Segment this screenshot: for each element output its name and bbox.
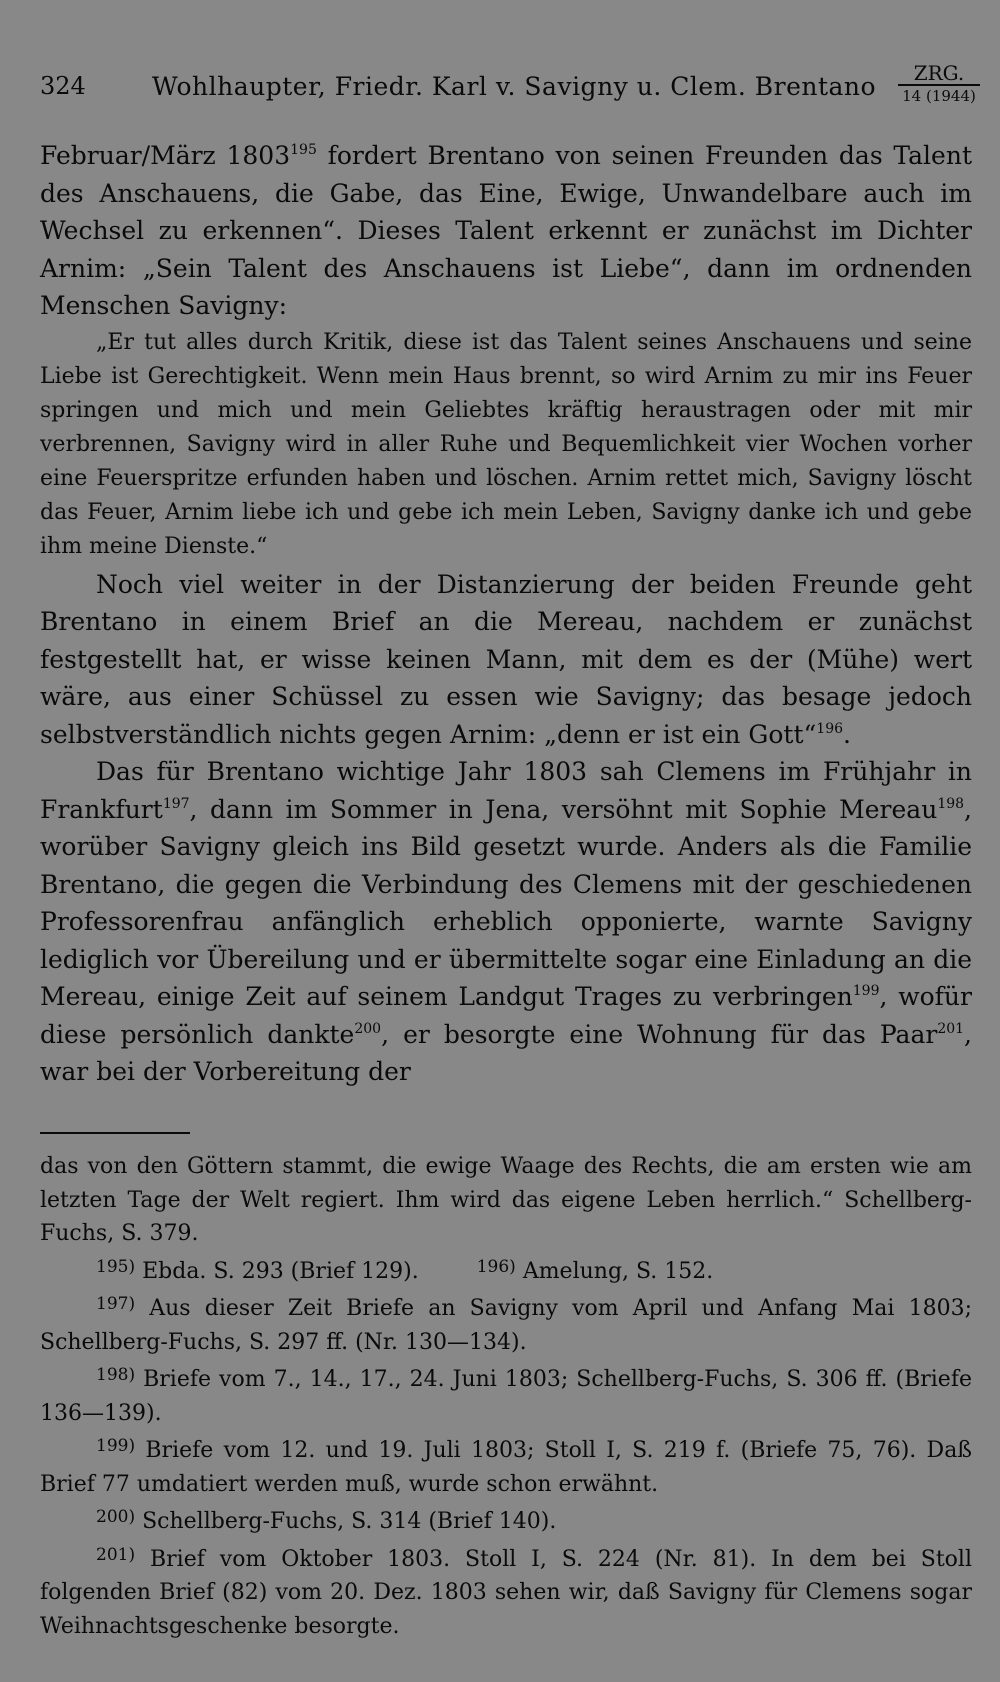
footnote-200 (40, 1501, 972, 1539)
text-run: , wofür diese persönlich dankte (40, 982, 972, 1049)
footnote-number: 199) (96, 1436, 136, 1456)
footnote-ref-197: 197 (162, 795, 190, 812)
text-run: , dann im Sommer in Jena, versöhnt mit Sophie Mereau (189, 794, 938, 824)
page-header (40, 62, 980, 110)
footnote-number: 201) (96, 1544, 136, 1565)
page-number: 324 (40, 72, 86, 100)
journal-volume: 14 (1944) (902, 87, 976, 105)
footnote-ref-201: 201 (937, 1020, 965, 1037)
footnotes (40, 1150, 972, 1643)
footnote-number: 197) (96, 1294, 136, 1314)
footnote-number: 200) (96, 1507, 136, 1527)
text-run: , er besorgte eine Wohnung für das Paar (381, 1019, 938, 1049)
footnote-198 (40, 1359, 972, 1430)
footnote-197 (40, 1288, 972, 1359)
footnote-201 (40, 1539, 972, 1644)
text-run: Februar/März 1803 (40, 141, 291, 170)
footnote-ref-196: 196 (816, 720, 844, 737)
text-run: Das für Brentano wichtige Jahr 1803 sah Clemens im Frühjahr in Frankfurt (40, 757, 972, 824)
footnote-ref-195: 195 (290, 142, 317, 158)
footnote-text: Schellberg-Fuchs, S. 314 (Brief 140). (142, 1509, 557, 1534)
footnote-separator (40, 1132, 190, 1134)
footnote-number: 198) (96, 1365, 136, 1385)
text-run: , war bei der Vorbereitung der (40, 1019, 972, 1086)
running-title: Wohlhaupter, Friedr. Karl v. Savigny u. Clem. Brentano (152, 72, 877, 101)
footnote-text: Aus dieser Zeit Briefe an Savigny vom April und Anfang Mai 1803; Schellberg-Fuchs, S. 297 ff. (Nr. 130—134). (40, 1296, 972, 1355)
quote-text: „Er tut alles durch Kritik, diese ist das Talent seines Anschauens und seine Liebe ist Gerechtigkeit. Wenn mein Haus brennt, so wird Arnim zu mir ins Feuer springen und mich und mein Geliebtes kräftig heraustragen oder mit mir verbrennen, Savigny wird in aller Ruhe und Bequemlichkeit vier Wochen vorher eine Feuerspritze erfunden haben und löschen. Arnim rettet mich, Savigny löscht das Feuer, Arnim liebe ich und gebe ich mein Leben, Savigny danke ich und gebe ihm meine Dienste.“ (40, 329, 972, 559)
footnote-number: 196) (476, 1256, 516, 1277)
text-run: Noch viel weiter in der Distanzierung der beiden Freunde geht Brentano in einem Brief an die Mereau, nachdem er zunächst festgestellt hat, er wisse keinen Mann, mit dem es der (Mühe) wert wäre, aus einer Schüssel zu essen wie Savigny; das besage jedoch selbstverständlich nichts gegen Arnim: „denn er ist ein Gott“ (40, 569, 972, 749)
footnote-row-195-196 (40, 1251, 972, 1289)
footnote-text: Briefe vom 12. und 19. Juli 1803; Stoll I, S. 219 f. (Briefe 75, 76). Daß Brief 77 umdatiert werden muß, wurde schon erwähnt. (40, 1438, 973, 1497)
text-run: . (843, 719, 851, 749)
footnote-number: 195) (96, 1256, 136, 1277)
footnote-text: Briefe vom 7., 14., 17., 24. Juni 1803; Schellberg-Fuchs, S. 306 ff. (Briefe 136—139). (40, 1367, 972, 1426)
footnote-ref-199: 199 (852, 983, 880, 999)
footnote-carryover: das von den Göttern stammt, die ewige Waage des Rechts, die am ersten wie am letzten Tage der Welt regiert. Ihm wird das eigene Leben herrlich.“ Schellberg-Fuchs, S. 379. (40, 1154, 972, 1246)
paragraph-3 (40, 753, 972, 1091)
text-run: , worüber Savigny gleich ins Bild gesetzt wurde. Anders als die Familie Brentano, die gegen die Verbindung des Clemens mit der geschiedenen Professorenfrau anfänglich erheblich opponierte, warnte Savigny lediglich vor Übereilung und er übermittelte sogar eine Einladung an die Mereau, einige Zeit auf seinem Landgut Trages zu verbringen (40, 794, 972, 1011)
text-run: fordert Brentano von seinen Freunden das Talent des Anschauens, die Gabe, das Eine, Ewige, Unwandelbare auch im Wechsel zu erkennen“. Dieses Talent erkennt er zunächst im Dichter Arnim: „Sein Talent des Anschauens ist Liebe“, dann im ordnenden Menschen Savigny: (40, 141, 972, 320)
journal-abbreviation: ZRG. (898, 62, 980, 86)
block-quote (40, 326, 972, 564)
footnote-ref-198: 198 (937, 795, 965, 812)
footnote-ref-200: 200 (354, 1020, 382, 1037)
footnote-196: Amelung, S. 152. (522, 1258, 714, 1284)
paragraph-2 (40, 566, 972, 754)
footnote-199 (40, 1430, 972, 1501)
journal-reference (898, 62, 980, 106)
main-text (40, 137, 972, 1091)
footnote-195: Ebda. S. 293 (Brief 129). (142, 1258, 419, 1284)
footnote-text: Brief vom Oktober 1803. Stoll I, S. 224 (Nr. 81). In dem bei Stoll folgenden Brief (82) vom 20. Dez. 1803 sehen wir, daß Savigny für Clemens sogar Weihnachtsgeschenke besorgte. (40, 1546, 972, 1639)
paragraph-1 (40, 137, 972, 325)
